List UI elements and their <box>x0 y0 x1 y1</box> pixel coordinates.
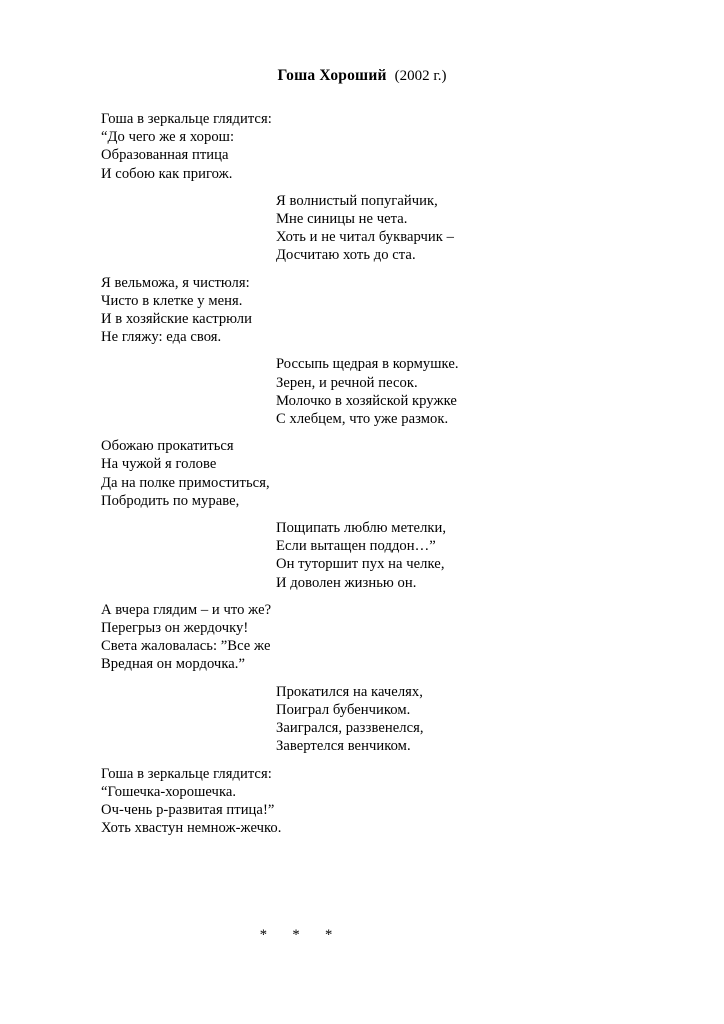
poem-line: Молочко в хозяйской кружке <box>276 392 457 409</box>
poem-line: Прокатился на качелях, <box>276 683 423 700</box>
stanza <box>276 519 724 592</box>
poem-line: Он туторшит пух на челке, <box>276 556 445 573</box>
poem-line: На чужой я голове <box>101 456 217 473</box>
poem-line: И собою как пригож. <box>101 165 233 182</box>
poem-line: Хоть хвастун немнож-жечко. <box>101 820 282 837</box>
poem-line: Пощипать люблю метелки, <box>276 520 447 537</box>
poem-line: Побродить по мураве, <box>101 492 240 509</box>
stanza <box>101 601 724 674</box>
poem-line: Завертелся венчиком. <box>276 738 411 755</box>
poem-line: И в хозяйские кастрюли <box>101 311 252 328</box>
poem-line: Я вельможа, я чистюля: <box>101 274 250 291</box>
stanza <box>276 192 724 265</box>
poem-line: Оч-чень р-развитая птица!” <box>101 801 275 818</box>
end-separator <box>0 926 724 944</box>
poem-line: Обожаю прокатиться <box>101 438 234 455</box>
poem-line: Хоть и не читал букварчик – <box>276 229 454 246</box>
stanza <box>101 110 724 183</box>
stanza <box>101 437 724 510</box>
poem-line: “Гошечка-хорошечка. <box>101 783 237 800</box>
poem-line: Поиграл бубенчиком. <box>276 701 411 718</box>
poem-line: Вредная он мордочка.” <box>101 656 245 673</box>
stanza <box>101 274 724 347</box>
stanza <box>101 765 724 838</box>
poem-line: Заигрался, раззвенелся, <box>276 720 424 737</box>
poem-line: Чисто в клетке у меня. <box>101 292 243 309</box>
poem-line: “До чего же я хорош: <box>101 129 235 146</box>
poem-title-text: Гоша Хороший <box>277 67 387 84</box>
poem-line: И доволен жизнью он. <box>276 574 417 591</box>
poem-line: С хлебцем, что уже размок. <box>276 411 449 428</box>
poem-line: Мне синицы не чета. <box>276 211 408 228</box>
end-separator-asterisks: * * * <box>259 927 339 943</box>
poem-title-year: (2002 г.) <box>394 68 447 84</box>
poem-line: Перегрыз он жердочку! <box>101 620 249 637</box>
poem-line: Гоша в зеркальце глядится: <box>101 765 272 782</box>
poem-line: Досчитаю хоть до ста. <box>276 247 416 264</box>
stanza <box>276 355 724 428</box>
stanza <box>276 683 724 756</box>
poem-title <box>0 67 724 85</box>
poem-line: Да на полке примоститься, <box>101 474 270 491</box>
poem-line: Я волнистый попугайчик, <box>276 192 438 209</box>
poem-line: Света жаловалась: ”Все же <box>101 638 271 655</box>
poem-line: Зерен, и речной песок. <box>276 374 418 391</box>
poem-line: Не гляжу: еда своя. <box>101 329 222 346</box>
poem-body <box>0 110 724 846</box>
poem-line: Образованная птица <box>101 147 229 164</box>
poem-line: А вчера глядим – и что же? <box>101 601 272 618</box>
poem-line: Гоша в зеркальце глядится: <box>101 111 272 127</box>
poem-line: Россыпь щедрая в кормушке. <box>276 356 459 373</box>
poem-line: Если вытащен поддон…” <box>276 538 436 555</box>
